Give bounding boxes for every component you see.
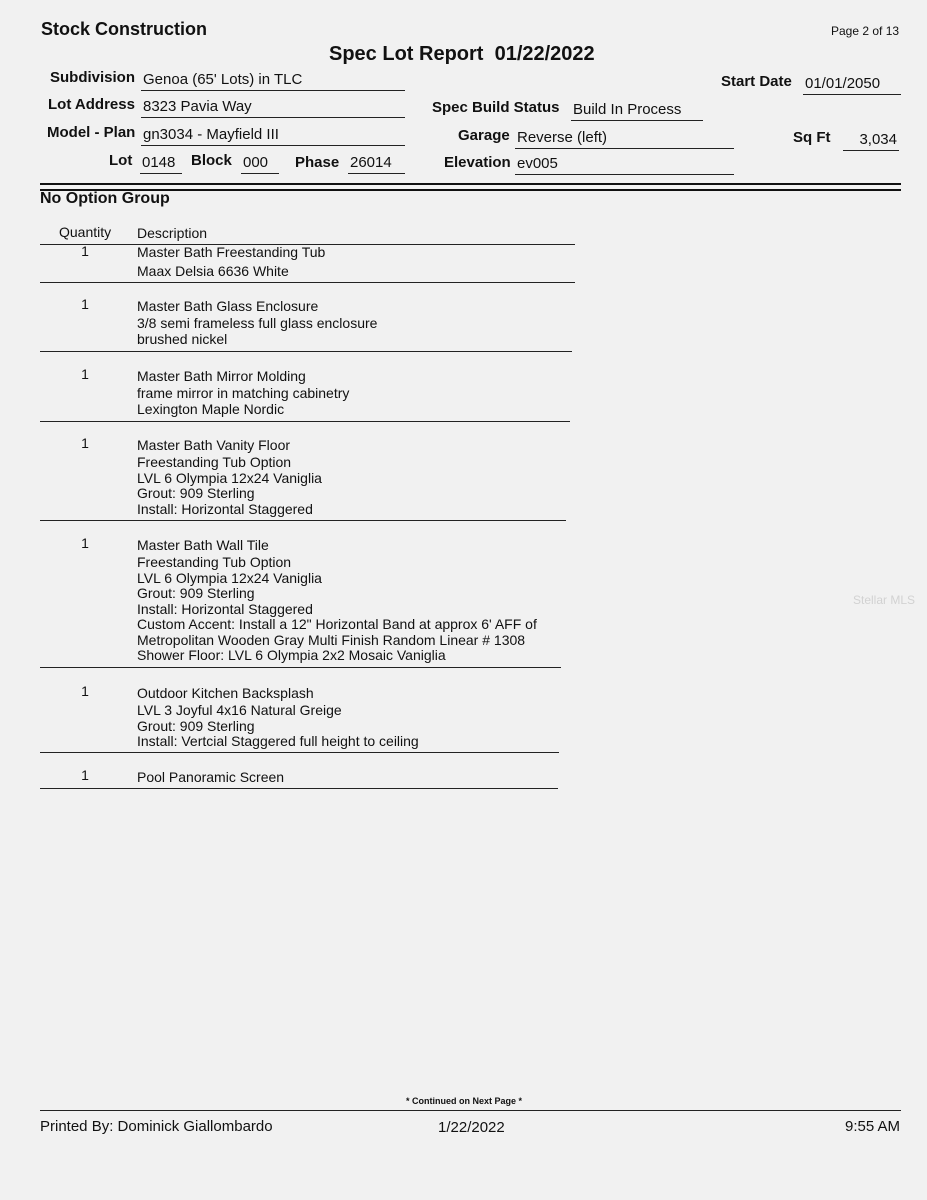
column-header-description: Description bbox=[137, 225, 208, 241]
item-detail: Grout: 909 Sterling bbox=[137, 717, 255, 734]
item-separator bbox=[40, 788, 558, 789]
start-date-label: Start Date bbox=[721, 73, 792, 90]
watermark: Stellar MLS bbox=[853, 593, 916, 607]
model-plan-value: gn3034 - Mayfield III bbox=[141, 125, 405, 146]
item-description bbox=[137, 366, 349, 417]
list-item bbox=[40, 296, 575, 354]
company-name: Stock Construction bbox=[41, 19, 208, 39]
item-title: Master Bath Wall Tile bbox=[137, 537, 269, 553]
item-description bbox=[137, 296, 377, 347]
model-plan-label: Model - Plan bbox=[47, 124, 136, 141]
column-header-quantity: Quantity bbox=[59, 224, 112, 240]
item-detail: Install: Horizontal Staggered bbox=[137, 600, 313, 617]
item-detail: Freestanding Tub Option bbox=[137, 454, 292, 470]
item-detail: Custom Accent: Install a 12" Horizontal Band at approx 6' AFF of bbox=[137, 616, 537, 632]
item-detail: Metropolitan Wooden Gray Multi Finish Random Linear # 1308 bbox=[137, 631, 526, 648]
list-item bbox=[40, 244, 575, 284]
print-date: 1/22/2022 bbox=[438, 1119, 505, 1136]
item-detail: Grout: 909 Sterling bbox=[137, 585, 255, 601]
item-detail: LVL 6 Olympia 12x24 Vaniglia bbox=[137, 569, 322, 586]
item-description bbox=[137, 683, 419, 750]
page-indicator: Page 2 of 13 bbox=[831, 24, 900, 38]
phase-value: 26014 bbox=[348, 153, 405, 174]
item-title: Outdoor Kitchen Backsplash bbox=[137, 685, 314, 701]
continued-note: * Continued on Next Page * bbox=[406, 1096, 523, 1106]
list-item bbox=[40, 683, 575, 755]
spec-build-status-label: Spec Build Status bbox=[432, 99, 560, 116]
lot-value: 0148 bbox=[140, 153, 182, 174]
item-detail: Install: Horizontal Staggered bbox=[137, 500, 313, 517]
item-detail: brushed nickel bbox=[137, 330, 228, 347]
item-quantity: 1 bbox=[81, 767, 89, 783]
item-detail: Freestanding Tub Option bbox=[137, 554, 292, 570]
item-detail: Lexington Maple Nordic bbox=[137, 400, 285, 417]
item-detail: Grout: 909 Sterling bbox=[137, 485, 255, 501]
item-title: Master Bath Mirror Molding bbox=[137, 368, 306, 384]
item-title: Master Bath Vanity Floor bbox=[137, 437, 291, 453]
lot-address-value: 8323 Pavia Way bbox=[141, 97, 405, 118]
garage-label: Garage bbox=[458, 127, 510, 144]
item-separator bbox=[40, 667, 561, 668]
sqft-value: 3,034 bbox=[843, 130, 899, 151]
report-title: Spec Lot Report 01/22/2022 bbox=[329, 43, 595, 65]
item-description bbox=[137, 435, 322, 517]
sqft-label: Sq Ft bbox=[793, 129, 831, 146]
header-divider-top bbox=[40, 183, 901, 185]
list-item bbox=[40, 366, 575, 422]
phase-label: Phase bbox=[295, 154, 340, 171]
subdivision-value: Genoa (65' Lots) in TLC bbox=[141, 70, 405, 91]
item-title: Master Bath Glass Enclosure bbox=[137, 298, 319, 314]
item-separator bbox=[40, 520, 566, 521]
print-time-text: 9:55 AM bbox=[845, 1118, 901, 1131]
option-group-title: No Option Group bbox=[40, 190, 170, 207]
start-date-value: 01/01/2050 bbox=[803, 74, 901, 95]
item-separator bbox=[40, 282, 575, 283]
item-detail: Maax Delsia 6636 White bbox=[137, 263, 289, 279]
item-detail: LVL 3 Joyful 4x16 Natural Greige bbox=[137, 702, 342, 718]
item-quantity: 1 bbox=[81, 535, 89, 551]
subdivision-label: Subdivision bbox=[50, 69, 136, 86]
item-description bbox=[137, 243, 325, 281]
item-detail: frame mirror in matching cabinetry bbox=[137, 385, 350, 401]
garage-value: Reverse (left) bbox=[515, 128, 734, 149]
printed-by: Printed By: Dominick Giallombardo bbox=[40, 1118, 273, 1135]
footer-rule bbox=[40, 1110, 901, 1111]
item-title: Pool Panoramic Screen bbox=[137, 769, 285, 785]
item-detail: Install: Vertcial Staggered full height to ceiling bbox=[137, 733, 419, 749]
item-detail: LVL 6 Olympia 12x24 Vaniglia bbox=[137, 469, 322, 486]
block-label: Block bbox=[191, 152, 232, 169]
list-item bbox=[40, 535, 575, 669]
item-separator bbox=[40, 421, 570, 422]
elevation-value: ev005 bbox=[515, 154, 734, 175]
elevation-label: Elevation bbox=[444, 154, 511, 171]
list-item bbox=[40, 435, 575, 523]
item-separator bbox=[40, 752, 559, 753]
item-quantity: 1 bbox=[81, 435, 89, 451]
item-quantity: 1 bbox=[81, 366, 89, 382]
item-description bbox=[137, 767, 284, 787]
item-quantity: 1 bbox=[81, 243, 89, 259]
print-time bbox=[845, 1118, 901, 1131]
item-separator bbox=[40, 351, 572, 352]
item-description bbox=[137, 535, 537, 664]
item-quantity: 1 bbox=[81, 683, 89, 699]
list-item bbox=[40, 767, 575, 791]
item-quantity: 1 bbox=[81, 296, 89, 312]
spec-build-status-value: Build In Process bbox=[571, 100, 703, 121]
lot-address-label: Lot Address bbox=[48, 96, 135, 113]
item-detail: 3/8 semi frameless full glass enclosure bbox=[137, 315, 378, 331]
lot-label: Lot bbox=[109, 152, 133, 169]
item-title: Master Bath Freestanding Tub bbox=[137, 244, 326, 260]
block-value: 000 bbox=[241, 153, 279, 174]
item-detail: Shower Floor: LVL 6 Olympia 2x2 Mosaic Vaniglia bbox=[137, 647, 446, 663]
